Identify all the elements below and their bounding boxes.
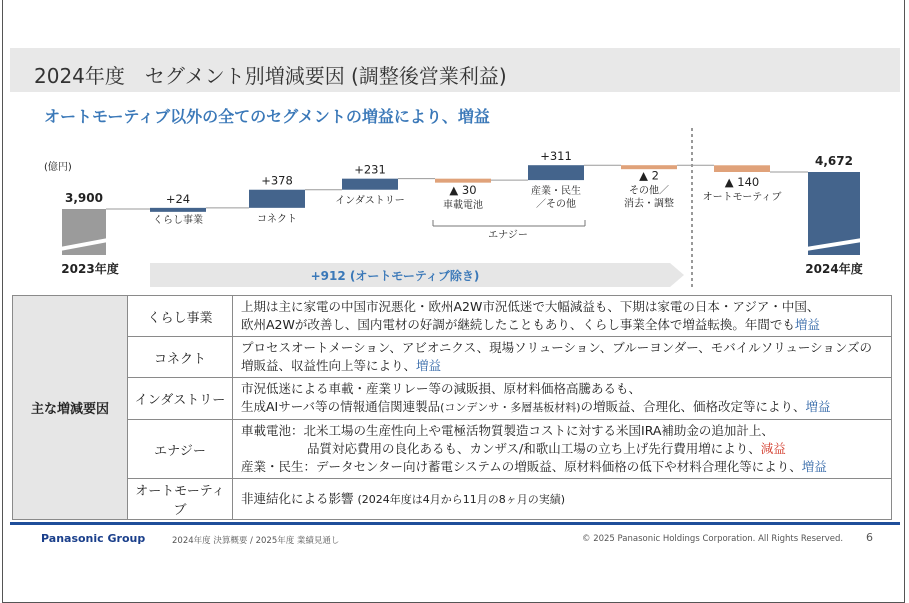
- increase-result: 増益: [801, 459, 827, 474]
- factor-description: [233, 479, 892, 520]
- category-label-3: インダストリー: [335, 195, 405, 207]
- copyright: © 2025 Panasonic Holdings Corporation. All Rights Reserved.: [582, 534, 844, 544]
- value-label-2: +378: [261, 173, 293, 188]
- factor-note: (2024年度は4月から11月の8ヶ月の実績): [357, 492, 566, 506]
- value-label-1: +24: [165, 191, 191, 206]
- bar-delta-3: [342, 179, 398, 190]
- category-label-2: コネクト: [257, 213, 297, 225]
- factor-line: [241, 357, 883, 375]
- factor-description: [233, 296, 892, 337]
- factor-text: 非連結化による影響: [241, 490, 358, 506]
- category-label-6-line-0: その他／: [629, 185, 669, 197]
- brand-logo: Panasonic Group: [41, 532, 146, 545]
- factor-segment: インダストリー: [128, 378, 233, 420]
- factors-table: [12, 295, 892, 520]
- factor-text: プロセスオートメーション、アビオニクス、現場ソリューション、ブルーヨンダー、モバイルソリューションズの: [241, 340, 873, 355]
- factor-segment: エナジー: [128, 420, 233, 479]
- factor-row: [13, 378, 892, 420]
- factor-line: [241, 458, 883, 476]
- bar-delta-2: [249, 190, 305, 208]
- value-label-3: +231: [354, 162, 386, 177]
- bar-delta-1: [150, 208, 206, 212]
- factor-text: 上期は主に家電の中国市況悪化・欧州A2W市況低迷で大幅減益も、下期は家電の日本・アジア・中国、: [241, 299, 820, 314]
- energy-group-label: エナジー: [488, 230, 528, 241]
- factor-segment: コネクト: [128, 337, 233, 378]
- bar-delta-4: [435, 179, 491, 183]
- category-label-6-line-1: 消去・調整: [624, 198, 674, 210]
- slide-title: 2024年度 セグメント別増減要因 (調整後営業利益): [34, 64, 507, 88]
- increase-result: 増益: [794, 317, 820, 332]
- factor-segment: オートモーティブ: [128, 479, 233, 520]
- factor-line: [241, 316, 883, 334]
- increase-result: 増益: [805, 399, 831, 414]
- value-label-8: 4,672: [815, 154, 853, 168]
- factor-description: [233, 420, 892, 479]
- value-label-4: ▲ 30: [449, 183, 477, 198]
- factor-line: [241, 298, 883, 316]
- factor-text: 産業・民生：データセンター向け蓄電システムの増販益、原材料価格の低下や材料合理化等により、: [241, 459, 802, 474]
- factor-text: 生成AIサーバ等の情報通信関連製品: [241, 399, 441, 414]
- factor-line: [241, 440, 883, 458]
- factor-text: 増販益、収益性向上等により、: [241, 358, 417, 373]
- category-label-7: オートモーティブ: [702, 192, 782, 203]
- waterfall-chart: [0, 0, 909, 300]
- factor-text-continued: の増販益、合理化、価格改定等により、: [580, 399, 806, 414]
- factor-description: [233, 337, 892, 378]
- value-label-0: 3,900: [65, 191, 103, 205]
- factor-segment: くらし事業: [128, 296, 233, 337]
- increase-arrow-label: +912 (オートモーティブ除き): [310, 269, 480, 283]
- factor-line: [241, 422, 883, 440]
- factor-text: 品質対応費用の良化あるも、カンザス/和歌山工場の立ち上げ先行費用増により、: [307, 441, 761, 456]
- factor-row: [13, 479, 892, 520]
- decrease-result: 減益: [760, 441, 786, 456]
- factor-line: [241, 490, 883, 509]
- footer-rule: [10, 522, 900, 525]
- bar-delta-7: [714, 165, 770, 172]
- slide-subtitle: オートモーティブ以外の全てのセグメントの増益により、増益: [44, 107, 490, 126]
- factor-description: [233, 378, 892, 420]
- factor-row: [13, 420, 892, 479]
- document-name: 2024年度 決算概要 / 2025年度 業績見通し: [172, 536, 340, 546]
- category-label-8: 2024年度: [805, 262, 863, 276]
- factor-line: [241, 339, 883, 357]
- factor-note: (コンデンサ・多層基板材料): [440, 401, 581, 414]
- unit-label: (億円): [44, 162, 72, 173]
- value-label-6: ▲ 2: [639, 168, 659, 183]
- category-label-0: 2023年度: [61, 262, 119, 276]
- factor-text: 市況低迷による車載・産業リレー等の減販損、原材料価格高騰あるも、: [241, 381, 642, 396]
- value-label-5: +311: [540, 149, 572, 164]
- factor-text: 車載電池：北米工場の生産性向上や電極活物質製造コストに対する米国IRA補助金の追加計上、: [241, 423, 774, 438]
- factor-text: 欧州A2Wが改善し、国内電材の好調が継続したこともあり、くらし事業全体で増益転換。年間でも: [241, 317, 795, 332]
- factor-line: [241, 380, 883, 398]
- category-label-5-line-1: ／その他: [536, 199, 576, 211]
- increase-result: 増益: [416, 358, 442, 373]
- category-label-4: 車載電池: [443, 200, 483, 212]
- category-label-5-line-0: 産業・民生: [531, 186, 581, 198]
- factor-line: [241, 398, 883, 417]
- value-label-7: ▲ 140: [724, 175, 760, 189]
- factor-row: [13, 337, 892, 378]
- page-number: 6: [866, 531, 873, 544]
- bar-delta-5: [528, 165, 584, 180]
- factor-row: [13, 296, 892, 337]
- category-label-1: くらし事業: [153, 215, 203, 226]
- factors-header: 主な増減要因: [13, 296, 128, 520]
